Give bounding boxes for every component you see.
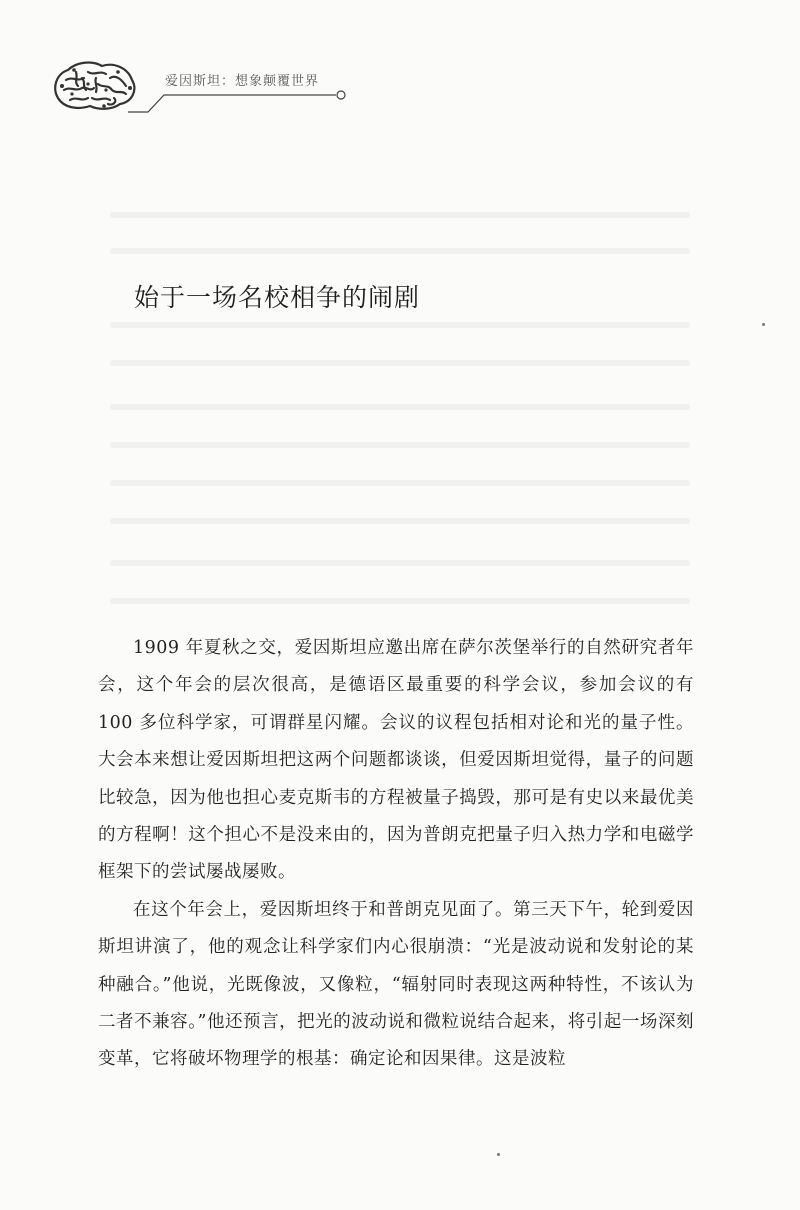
bleed-through [110,560,690,566]
bleed-through [110,442,690,448]
bleed-through [110,404,690,410]
body-text [98,630,694,1079]
bleed-through [110,598,690,604]
section-title: 始于一场名校相争的闹剧 [134,283,421,312]
running-title: 爱因斯坦：想象颠覆世界 [165,74,320,89]
bleed-through [110,360,690,366]
paper-speck [497,1153,500,1156]
page-header [0,0,800,140]
bleed-through [110,212,690,218]
bleed-through [110,322,690,328]
header-rule [0,0,800,140]
bleed-through [110,518,690,524]
bleed-through [110,248,690,254]
bleed-through [110,480,690,486]
paragraph: 1909 年夏秋之交，爱因斯坦应邀出席在萨尔茨堡举行的自然研究者年会，这个年会的层次很高，是德语区最重要的科学会议，参加会议的有 100 多位科学家，可谓群星闪耀。会议的议程包括相对论和光的量子性。大会本来想让爱因斯坦把这两个问题都谈谈，但爱因斯坦觉得，量子的问题比较急，因为他也担心麦克斯韦的方程被量子捣毁，那可是有史以来最优美的方程啊！这个担心不是没来由的，因为普朗克把量子归入热力学和电磁学框架下的尝试屡战屡败。 [98,638,694,883]
paper-speck [762,323,765,326]
paragraph: 在这个年会上，爱因斯坦终于和普朗克见面了。第三天下午，轮到爱因斯坦讲演了，他的观念让科学家们内心很崩溃：“光是波动说和发射论的某种融合。”他说，光既像波，又像粒，“辐射同时表现这两种特性，不该认为二者不兼容。”他还预言，把光的波动说和微粒说结合起来，将引起一场深刻变革，它将破坏物理学的根基：确定论和因果律。这是波粒 [98,899,694,1070]
